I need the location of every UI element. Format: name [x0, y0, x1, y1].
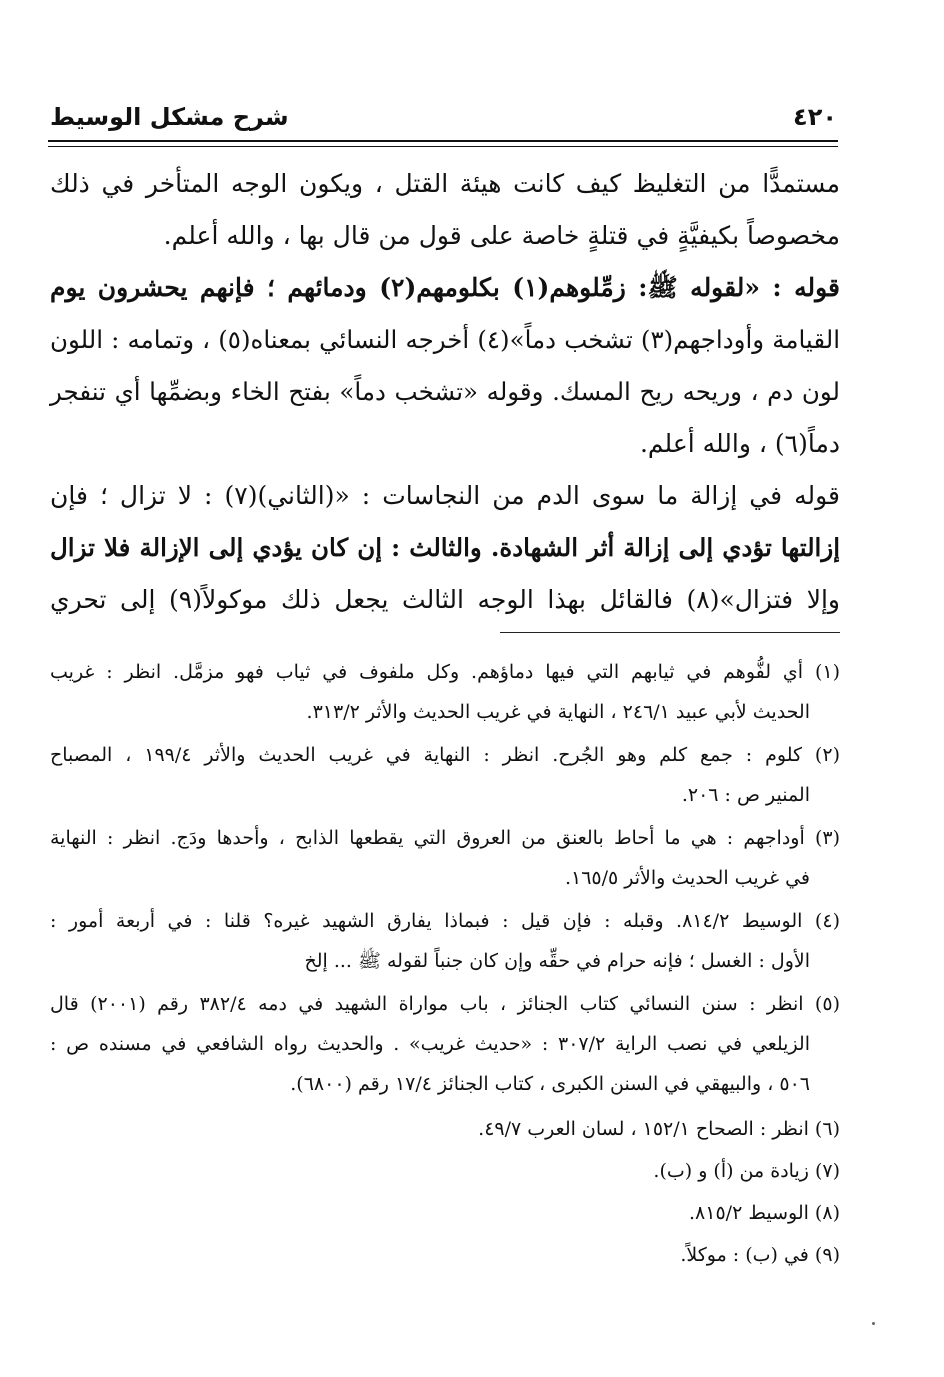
- body-line-3: قوله : «لقوله ﷺ: زمِّلوهم(١) بكلومهم(٢) ودمائهم ؛ فإنهم يحشرون يوم: [50, 273, 841, 302]
- body-line-4: القيامة وأوداجهم(٣) تشخب دماً»(٤) أخرجه النسائي بمعناه(٥) ، وتمامه : اللون: [50, 325, 840, 354]
- footnote-9: (٩) في (ب) : موكلاً.: [680, 1244, 840, 1266]
- footnote-7: (٧) زيادة من (أ) و (ب).: [653, 1160, 840, 1182]
- scan-speck: [872, 1322, 875, 1325]
- footnote-8: (٨) الوسيط ٨١٥/٢.: [689, 1202, 840, 1224]
- body-line-7: قوله في إزالة ما سوى الدم من النجاسات : «(الثاني)(٧) : لا تزال ؛ فإن: [50, 481, 840, 510]
- footnote-4-line-1: (٤) الوسيط ٨١٤/٢. وقبله : فإن قيل : فبماذا يفارق الشهيد غيره؟ قلنا : في أربعة أمور :: [50, 910, 840, 932]
- body-line-8: إزالتها تؤدي إلى إزالة أثر الشهادة. والثالث : إن كان يؤدي إلى الإزالة فلا تزال: [50, 533, 840, 562]
- header-rule-thin: [48, 146, 838, 147]
- body-line-5: لون دم ، وريحه ريح المسك. وقوله «تشخب دماً» بفتح الخاء وبضمِّها أي تنفجر: [50, 377, 840, 406]
- footnote-2-line-1: (٢) كلوم : جمع كلم وهو الجُرح. انظر : النهاية في غريب الحديث والأثر ١٩٩/٤ ، المصباح: [50, 744, 840, 766]
- footnote-1-line-2: الحديث لأبي عبيد ٢٤٦/١ ، النهاية في غريب الحديث والأثر ٣١٣/٢.: [306, 701, 810, 723]
- footnote-1-line-1: (١) أي لفُّوهم في ثيابهم التي فيها دماؤهم. وكل ملفوف في ثياب فهو مزمَّل. انظر : غريب: [50, 661, 840, 683]
- footnote-5-line-1: (٥) انظر : سنن النسائي كتاب الجنائز ، باب مواراة الشهيد في دمه ٣٨٢/٤ رقم (٢٠٠١) قال: [50, 993, 840, 1015]
- footnote-3-line-1: (٣) أوداجهم : هي ما أحاط بالعنق من العروق التي يقطعها الذابح ، وأحدها ودَج. انظر : النهاية: [50, 827, 840, 849]
- footnote-3-line-2: في غريب الحديث والأثر ١٦٥/٥.: [564, 867, 810, 889]
- footnote-separator: [500, 632, 840, 633]
- body-line-2: مخصوصاً بكيفيَّةٍ في قتلةٍ خاصة على قول من قال بها ، والله أعلم.: [163, 221, 840, 250]
- page-number: ٤٢٠: [793, 103, 837, 131]
- running-title: شرح مشكل الوسيط: [50, 103, 289, 131]
- header-rule-thick: [48, 140, 838, 142]
- footnote-4-line-2: الأول : الغسل ؛ فإنه حرام في حقِّه وإن كان جنباً لقوله ﷺ ... إلخ: [304, 950, 810, 972]
- footnote-5-line-3: ٥٠٦ ، والبيهقي في السنن الكبرى ، كتاب الجنائز ١٧/٤ رقم (٦٨٠٠).: [290, 1073, 810, 1095]
- body-line-6: دماً(٦) ، والله أعلم.: [639, 429, 840, 458]
- footnote-6: (٦) انظر : الصحاح ١٥٢/١ ، لسان العرب ٤٩/٧.: [478, 1118, 840, 1140]
- body-line-1: مستمدًّا من التغليظ كيف كانت هيئة القتل ، ويكون الوجه المتأخر في ذلك: [50, 169, 840, 198]
- body-line-9: وإلا فتزال»(٨) فالقائل بهذا الوجه الثالث يجعل ذلك موكولاً(٩) إلى تحري: [50, 585, 840, 614]
- footnote-5-line-2: الزيلعي في نصب الراية ٣٠٧/٢ : «حديث غريب» . والحديث رواه الشافعي في مسنده ص :: [50, 1033, 811, 1055]
- footnote-2-line-2: المنير ص : ٢٠٦.: [681, 784, 810, 806]
